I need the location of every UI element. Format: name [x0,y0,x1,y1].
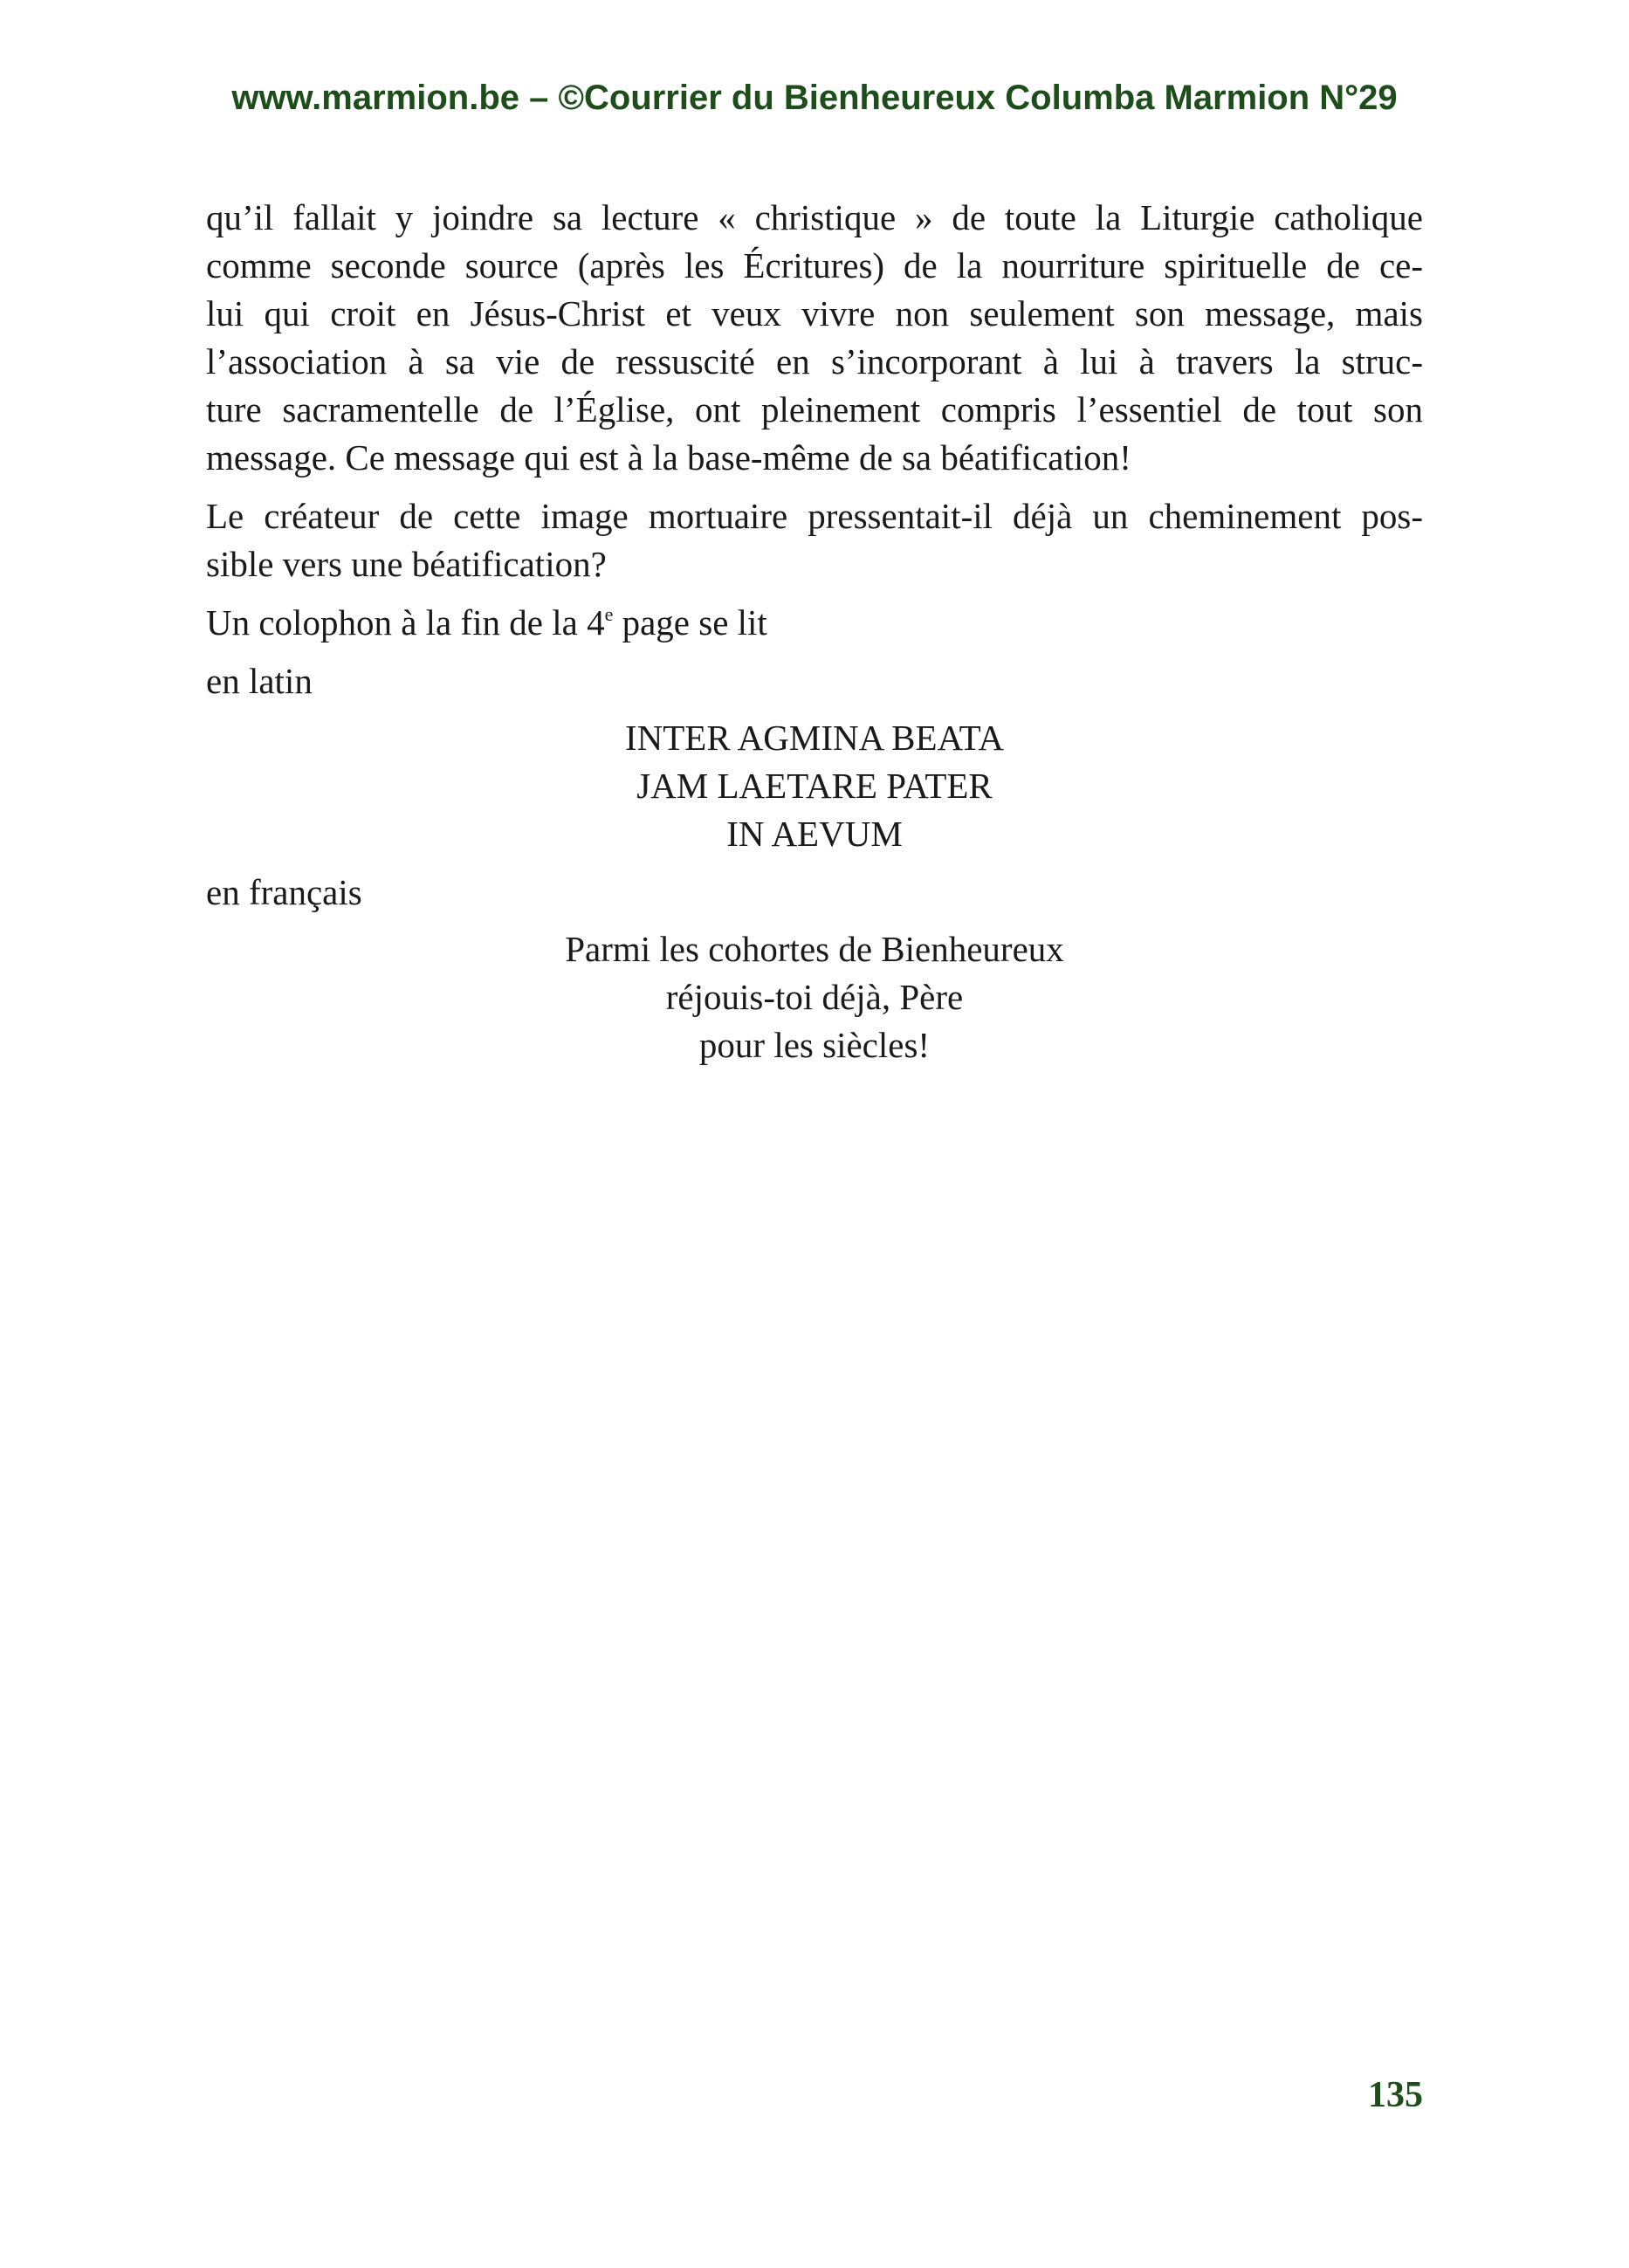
running-header: www.marmion.be – ©Courrier du Bienheureux Columba Marmion N°29 [231,79,1398,117]
paragraph-2 [206,492,1423,588]
colophon-intro [206,599,1423,647]
text-line: comme seconde source (après les Écritures) de la nourriture spirituelle de ce- [206,245,1423,285]
superscript-e: e [604,603,614,625]
french-colophon [206,925,1423,1069]
latin-line: INTER AGMINA BEATA [624,718,1005,758]
text-line: qu’il fallait y joindre sa lecture « christique » de toute la Liturgie catholique [206,197,1423,237]
text-line: sible vers une béatification? [206,544,607,584]
latin-line: JAM LAETARE PATER [636,766,993,806]
text-line: ture sacramentelle de l’Église, ont pleinement compris l’essentiel de tout son [206,389,1423,430]
page-number: 135 [1368,2075,1423,2115]
colophon-intro-text-end: page se lit [613,602,767,643]
latin-line: IN AEVUM [726,814,903,854]
latin-colophon [206,714,1423,858]
text-line: lui qui croit en Jésus-Christ et veux vivre non seulement son message, mais [206,293,1423,333]
text-line: message. Ce message qui est à la base-même de sa béatification! [206,437,1131,478]
text-line: l’association à sa vie de ressuscité en s’incorporant à lui à travers la struc- [206,341,1423,381]
french-line: pour les siècles! [698,1025,931,1065]
french-line: Parmi les cohortes de Bienheureux [565,929,1064,969]
colophon-intro-text: Un colophon à la fin de la 4 [206,602,605,643]
page-body [206,194,1423,1069]
text-line: Le créateur de cette image mortuaire pressentait-il déjà un cheminement pos- [206,496,1423,536]
paragraph-1 [206,194,1423,482]
latin-label: en latin [206,661,313,701]
french-label: en français [206,872,362,912]
french-line: réjouis-toi déjà, Père [665,977,964,1017]
